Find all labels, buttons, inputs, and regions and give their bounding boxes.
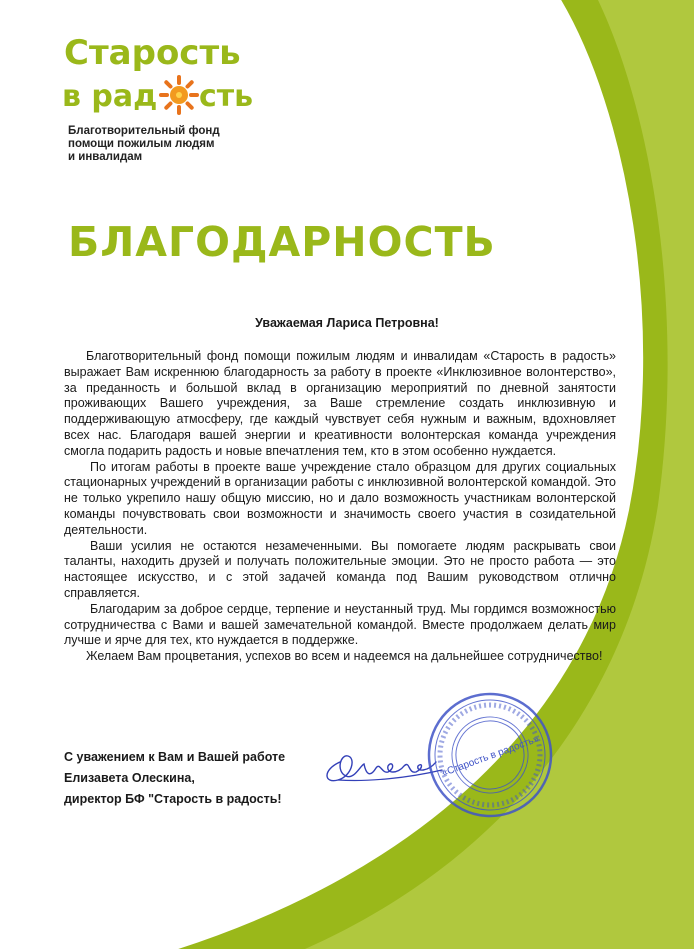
org-line: Благотворительный фонд <box>68 125 220 137</box>
logo-line2b: сть <box>199 79 254 114</box>
org-line: помощи пожилым людям <box>68 138 215 150</box>
logo-line1: Старость <box>64 33 241 73</box>
logo-line2a: в рад <box>62 79 158 114</box>
document-title: БЛАГОДАРНОСТЬ <box>68 218 496 266</box>
organization-stamp <box>425 690 555 820</box>
signer-name: Елизавета Олескина, <box>64 771 195 785</box>
signer-position: директор БФ "Старость в радость! <box>64 792 282 806</box>
sun-icon <box>161 77 197 113</box>
letter-body <box>64 349 616 665</box>
paragraph: Ваши усилия не остаются незамеченными. Вы помогаете людям раскрывать свои таланты, находить друзей и получать положительные эмоции. Это не просто работа — это настоящее искусство, и с этой задачей команда под Вашим руководством отлично справляется. <box>64 538 616 600</box>
signature-block <box>64 747 285 810</box>
organization-name <box>68 125 220 164</box>
stamp-center-text: «Старость в радость» <box>440 733 541 780</box>
logo <box>58 22 258 122</box>
paragraph: Благотворительный фонд помощи пожилым людям и инвалидам «Старость в радость» выражает Вам искреннюю благодарность за работу в проекте «Инклюзивное волонтерство», за преданность и большой вклад в организацию мероприятий по дневной занятости проживающих Вашего учреждения, за Ваше стремление создать инклюзивную и поддерживающую атмосферу, где каждый чувствует себя нужным и важным, вдохновляет всех нас. Благодаря вашей энергии и креативности волонтерская команда учреждения смогла подарить радость и новые впечатления тем, кто в этом особенно нуждается. <box>64 349 616 458</box>
greeting: Уважаемая Лариса Петровна! <box>255 316 439 330</box>
paragraph: По итогам работы в проекте ваше учреждение стало образцом для других социальных стационарных учреждений в организации работы с инклюзивной волонтерской командой. Это не только укрепило нашу общую миссию, но и дало возможность участникам волонтерской команды почувствовать свои возможности и значимость своего участия в созидательной деятельности. <box>64 459 616 537</box>
paragraph: Желаем Вам процветания, успехов во всем и надеемся на дальнейшее сотрудничество! <box>86 649 603 664</box>
paragraph: Благодарим за доброе сердце, терпение и неустанный труд. Мы гордимся возможностью сотрудничества с Вами и вашей замечательной командой. Вместе продолжаем делать мир лучше и ярче для тех, кто нуждается в поддержке. <box>64 601 616 648</box>
signature-line-1: С уважением к Вам и Вашей работе <box>64 750 286 764</box>
org-line: и инвалидам <box>68 151 143 163</box>
